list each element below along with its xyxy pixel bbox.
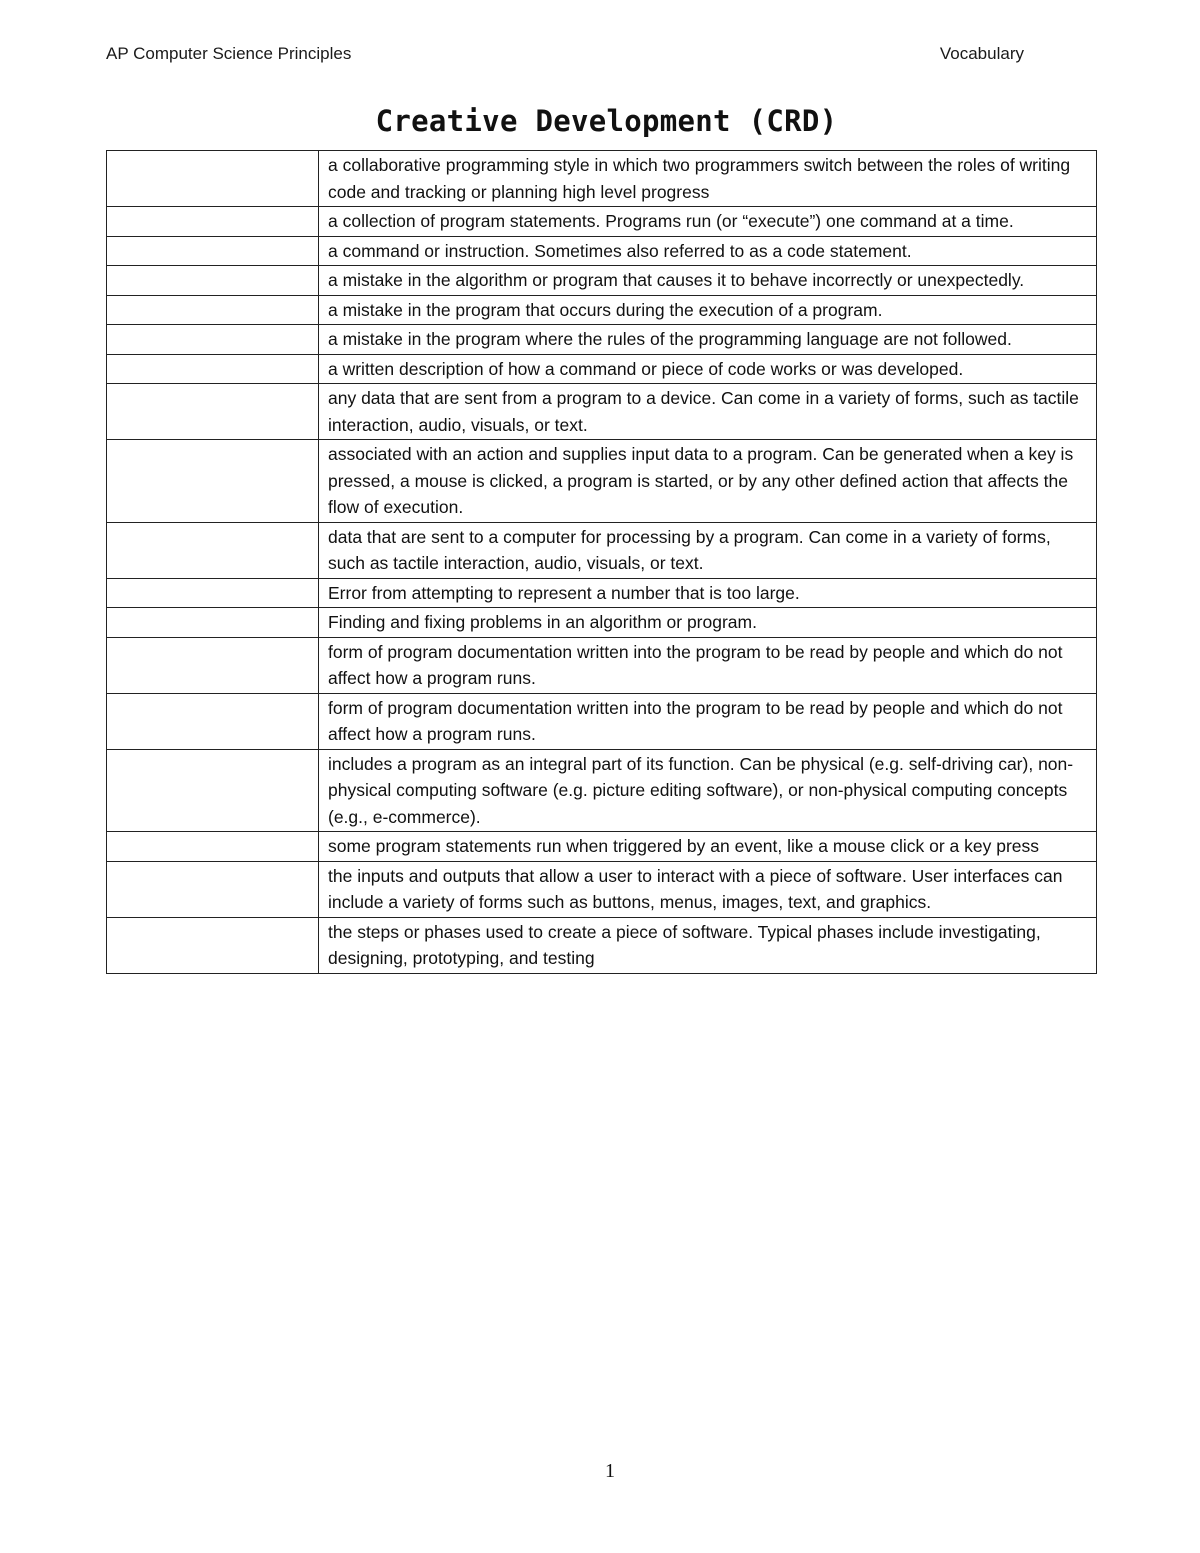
table-row — [107, 325, 1097, 355]
definition-cell: a collaborative programming style in which two programmers switch between the roles of writing code and tracking or planning high level progress — [319, 151, 1097, 207]
page-title: Creative Development (CRD) — [375, 104, 838, 138]
term-cell[interactable] — [107, 832, 319, 862]
definition-cell: associated with an action and supplies input data to a program. Can be generated when a key is pressed, a mouse is clicked, a program is started, or by any other defined action that affects the flow of execution. — [319, 440, 1097, 523]
table-row — [107, 266, 1097, 296]
definition-cell: a command or instruction. Sometimes also referred to as a code statement. — [319, 236, 1097, 266]
table-row — [107, 832, 1097, 862]
header-section-label: Vocabulary — [939, 44, 1024, 63]
term-cell[interactable] — [107, 354, 319, 384]
term-cell[interactable] — [107, 522, 319, 578]
vocabulary-table — [106, 150, 1097, 974]
term-cell[interactable] — [107, 325, 319, 355]
definition-cell: the steps or phases used to create a piece of software. Typical phases include investigating, designing, prototyping, and testing — [319, 917, 1097, 973]
term-cell[interactable] — [107, 236, 319, 266]
definition-cell: Finding and fixing problems in an algorithm or program. — [319, 608, 1097, 638]
term-cell[interactable] — [107, 578, 319, 608]
table-row — [107, 578, 1097, 608]
definition-cell: a mistake in the algorithm or program that causes it to behave incorrectly or unexpectedly. — [319, 266, 1097, 296]
definition-cell: a written description of how a command or piece of code works or was developed. — [319, 354, 1097, 384]
page-header — [106, 44, 1024, 68]
term-cell[interactable] — [107, 861, 319, 917]
table-row — [107, 354, 1097, 384]
page-number: 1 — [605, 1460, 615, 1482]
term-cell[interactable] — [107, 266, 319, 296]
table-row — [107, 749, 1097, 832]
term-cell[interactable] — [107, 207, 319, 237]
header-course-title: AP Computer Science Principles — [106, 44, 352, 63]
term-cell[interactable] — [107, 608, 319, 638]
table-row — [107, 637, 1097, 693]
table-row — [107, 522, 1097, 578]
table-row — [107, 440, 1097, 523]
definition-cell: data that are sent to a computer for processing by a program. Can come in a variety of forms, such as tactile interaction, audio, visuals, or text. — [319, 522, 1097, 578]
term-cell[interactable] — [107, 151, 319, 207]
definition-cell: a mistake in the program where the rules of the programming language are not followed. — [319, 325, 1097, 355]
table-row — [107, 861, 1097, 917]
table-row — [107, 693, 1097, 749]
term-cell[interactable] — [107, 917, 319, 973]
vocabulary-table-body — [107, 151, 1097, 974]
term-cell[interactable] — [107, 749, 319, 832]
table-row — [107, 236, 1097, 266]
definition-cell: includes a program as an integral part of its function. Can be physical (e.g. self-driving car), non-physical computing software (e.g. picture editing software), or non-physical computing concepts (e.g., e-commerce). — [319, 749, 1097, 832]
table-row — [107, 151, 1097, 207]
term-cell[interactable] — [107, 693, 319, 749]
term-cell[interactable] — [107, 440, 319, 523]
table-row — [107, 917, 1097, 973]
table-row — [107, 207, 1097, 237]
term-cell[interactable] — [107, 384, 319, 440]
term-cell[interactable] — [107, 637, 319, 693]
table-row — [107, 384, 1097, 440]
definition-cell: a mistake in the program that occurs during the execution of a program. — [319, 295, 1097, 325]
definition-cell: the inputs and outputs that allow a user to interact with a piece of software. User interfaces can include a variety of forms such as buttons, menus, images, text, and graphics. — [319, 861, 1097, 917]
table-row — [107, 295, 1097, 325]
term-cell[interactable] — [107, 295, 319, 325]
definition-cell: form of program documentation written into the program to be read by people and which do not affect how a program runs. — [319, 637, 1097, 693]
definition-cell: any data that are sent from a program to a device. Can come in a variety of forms, such as tactile interaction, audio, visuals, or text. — [319, 384, 1097, 440]
table-row — [107, 608, 1097, 638]
definition-cell: form of program documentation written into the program to be read by people and which do not affect how a program runs. — [319, 693, 1097, 749]
definition-cell: Error from attempting to represent a number that is too large. — [319, 578, 1097, 608]
definition-cell: some program statements run when triggered by an event, like a mouse click or a key press — [319, 832, 1097, 862]
definition-cell: a collection of program statements. Programs run (or “execute”) one command at a time. — [319, 207, 1097, 237]
